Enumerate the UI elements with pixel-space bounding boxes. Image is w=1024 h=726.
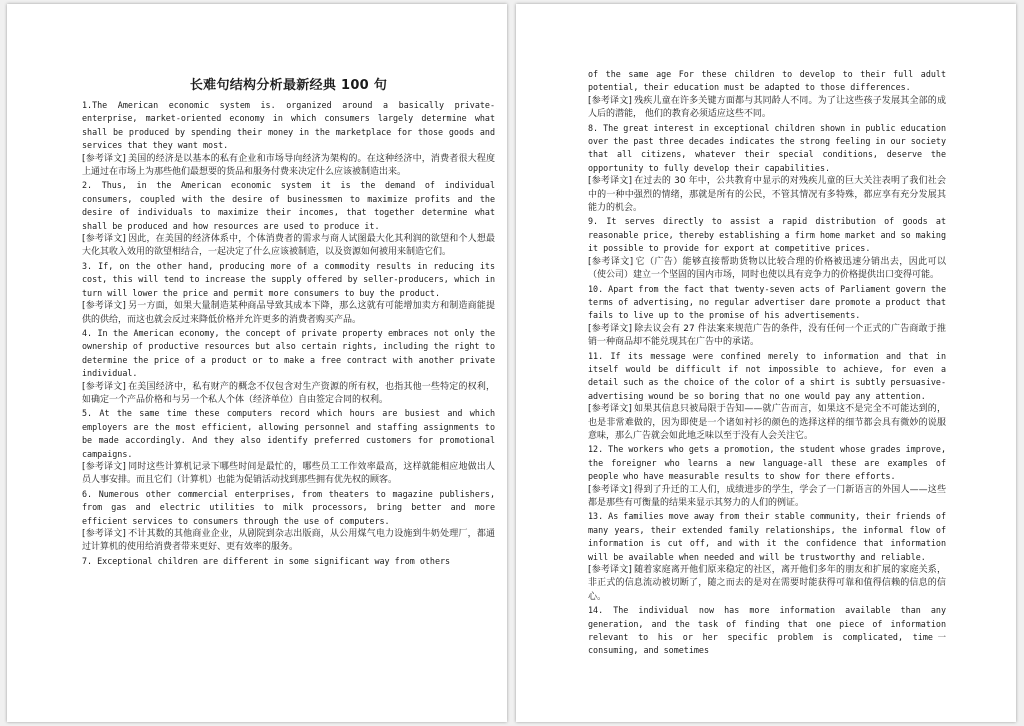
translation-text: 它（广告）能够直接帮助货物以比较合理的价格被迅速分销出去，因此可以（使公司）建立一个坚固的国内市场，同时也使以具有竞争力的价格提供出口变得可能。 <box>588 256 946 281</box>
english-sentence: 11. If its message were confined merely to information and that in itself would be difficult if not impossible to achieve, for even a detail such as the choice of the color of a shirt is subtly persuasive-advertising wound be so boring that no one would pay any attention. <box>588 350 946 401</box>
chinese-translation <box>588 95 946 122</box>
english-sentence: 14. The individual now has more information available than any generation, and the task of finding that one piece of information relevant to his or her specific problem is complicated, time一consuming, and sometimes <box>588 605 946 656</box>
document-page-left <box>7 4 507 722</box>
english-sentence: 13. As families move away from their stable community, their friends of many years, their extended family relationships, the informal flow of information is cut off, and with it the confidence that information will be available when needed and will be trustworthy and reliable. <box>588 511 946 562</box>
english-sentence: 3. If, on the other hand, producing more of a commodity results in reducing its cost, this will tend to increase the supply offered by seller-producers, which in turn will lower the price and permit more consumers to buy the product. <box>82 260 495 298</box>
chinese-translation <box>588 175 946 215</box>
chinese-translation <box>588 403 946 443</box>
english-sentence: 2. Thus, in the American economic system it is the demand of individual consumers, coupled with the desire of businessmen to maximize profits and the desire of individuals to maximize their incomes, that together determine what shall be produced and how resources are used to produce it. <box>82 180 495 231</box>
translation-label: [参考译文] <box>82 461 126 472</box>
english-sentence: 9. It serves directly to assist a rapid distribution of goods at reasonable price, thereby establishing a firm home market and so making it possible to provide for export at competitive prices. <box>588 216 946 254</box>
chinese-translation <box>82 153 495 180</box>
translation-label: [参考译文] <box>588 95 632 106</box>
chinese-translation <box>588 323 946 350</box>
chinese-translation <box>82 528 495 555</box>
english-sentence: 4. In the American economy, the concept of private property embraces not only the ownership of productive resources but also certain rights, including the right to determine the price of a product or to make a free contract with another private individual. <box>82 327 495 379</box>
chinese-translation <box>82 233 495 260</box>
page-body-right <box>588 68 946 658</box>
translation-text: 残疾儿童在许多关键方面都与其同龄人不同。为了让这些孩子发展其全部的成人后的潜能， 他们的教育必须适应这些不同。 <box>588 95 946 120</box>
translation-text: 另一方面，如果大量制造某种商品导致其成本下降，那么这就有可能增加卖方和制造商能提供的供给，而这也就会反过来降低价格并允许更多的消费者购买产品。 <box>82 301 495 325</box>
translation-text: 美国的经济是以基本的私有企业和市场导向经济为架构的。在这种经济中，消费者很大程度上通过在市场上为那些他们最想要的货品和服务付费来决定什么应该被制造出来。 <box>82 153 495 178</box>
translation-label: [参考译文] <box>82 153 126 164</box>
translation-text: 除去议会有 27 件法案来规范广告的条件，没有任何一个正式的广告商敢于推销一种商品却不能兑现其在广告中的承诺。 <box>588 323 946 348</box>
translation-text: 同时这些计算机记录下哪些时间是最忙的，哪些员工工作效率最高，这样就能相应地做出人员人事安排。而且它们（计算机）也能为促销活动找到那些拥有优先权的顾客。 <box>82 461 495 486</box>
translation-label: [参考译文] <box>82 529 126 539</box>
chinese-translation <box>82 461 495 488</box>
translation-label: [参考译文] <box>82 301 126 312</box>
document-page-right <box>516 4 1016 722</box>
english-sentence: of the same age For these children to develop to their full adult potential, their education must be adapted to those differences. <box>588 69 946 93</box>
chinese-translation <box>588 484 946 511</box>
translation-label: [参考译文] <box>82 381 126 392</box>
translation-label: [参考译文] <box>588 256 634 267</box>
document-title: 长难句结构分析最新经典 100 句 <box>189 78 388 93</box>
translation-label: [参考译文] <box>588 565 632 576</box>
english-sentence: 12. The workers who gets a promotion, the student whose grades improve, the foreigner who learns a new language-all these are examples of people who have measurable results to show for there efforts. <box>588 444 946 482</box>
english-sentence: 1.The American economic system is. organized around a basically private-enterprise, market-oriented economy in which consumers largely determine what shall be produced by spending their money in the marketplace for those goods and services that they want most. <box>82 100 495 151</box>
english-sentence: 8. The great interest in exceptional children shown in public education over the past three decades indicates the strong feeling in our society that all citizens, whatever their special conditions, deserve the opportunity to fully develop their capabilities. <box>588 122 946 173</box>
chinese-translation <box>82 300 495 327</box>
translation-text: 不计其数的其他商业企业，从剧院到杂志出版商，从公用煤气电力设施到牛奶处理厂，都通过计算机的使用给消费者带来更好、更有效率的服务。 <box>82 529 495 553</box>
english-sentence: 5. At the same time these computers record which hours are busiest and which employers are the most efficient, allowing personnel and staffing assignments to be made accordingly. And they also identify preferred customers for promotional campaigns. <box>82 408 495 459</box>
translation-label: [参考译文] <box>588 484 632 495</box>
english-sentence: 7. Exceptional children are different in some significant way from others <box>82 555 451 566</box>
translation-text: 得到了升迁的工人们，成绩进步的学生，学会了一门新语言的外国人——这些都是那些有可衡量的结果来显示其努力的人们的例证。 <box>588 484 946 508</box>
chinese-translation <box>82 381 495 408</box>
translation-text: 因此，在美国的经济体系中，个体消费者的需求与商人试图最大化其利润的欲望和个人想最大化其收入效用的欲望相结合，一起决定了什么应该被制造，以及资源如何被用来制造它们。 <box>82 234 495 258</box>
translation-text: 在过去的 30 年中，公共教育中显示的对残疾儿童的巨大关注表明了我们社会中的一种中强烈的情绪，那就是所有的公民，不管其情况有多特殊，都应享有充分发展其能力的机会。 <box>588 176 946 214</box>
page-body-left <box>82 99 495 568</box>
translation-text: 在美国经济中，私有财产的概念不仅包含对生产资源的所有权，也指其他一些特定的权利，如确定一个产品价格和与另一个私人个体（经济单位）自由签定合同的权利。 <box>82 381 495 405</box>
english-sentence: 6. Numerous other commercial enterprises, from theaters to magazine publishers, from gas and electric utilities to milk processors, bring better and more efficient services to consumers through the use of computers. <box>82 488 495 526</box>
chinese-translation <box>588 256 946 283</box>
translation-label: [参考译文] <box>82 234 126 245</box>
translation-label: [参考译文] <box>588 176 633 187</box>
chinese-translation <box>588 564 946 604</box>
english-sentence: 10. Apart from the fact that twenty-seven acts of Parliament govern the terms of advertising, no regular advertiser dare promote a product that fails to live up to the promise of his advertisements. <box>588 283 946 321</box>
translation-label: [参考译文] <box>588 404 632 415</box>
translation-text: 如果其信息只被局限于告知——就广告而言，如果这不是完全不可能达到的，也是非常难做的，因为即使是一个诸如衬衫的颜色的选择这样的细节都会具有微妙的说服意味，那么广告就会如此地乏味以至于没有人会关注它。 <box>588 404 946 441</box>
translation-text: 随着家庭离开他们原来稳定的社区，离开他们多年的朋友和扩展的家庭关系，非正式的信息流动被切断了，随之而去的是对在需要时能获得可靠和值得信赖的信息的信心。 <box>588 565 946 602</box>
translation-label: [参考译文] <box>588 323 633 334</box>
